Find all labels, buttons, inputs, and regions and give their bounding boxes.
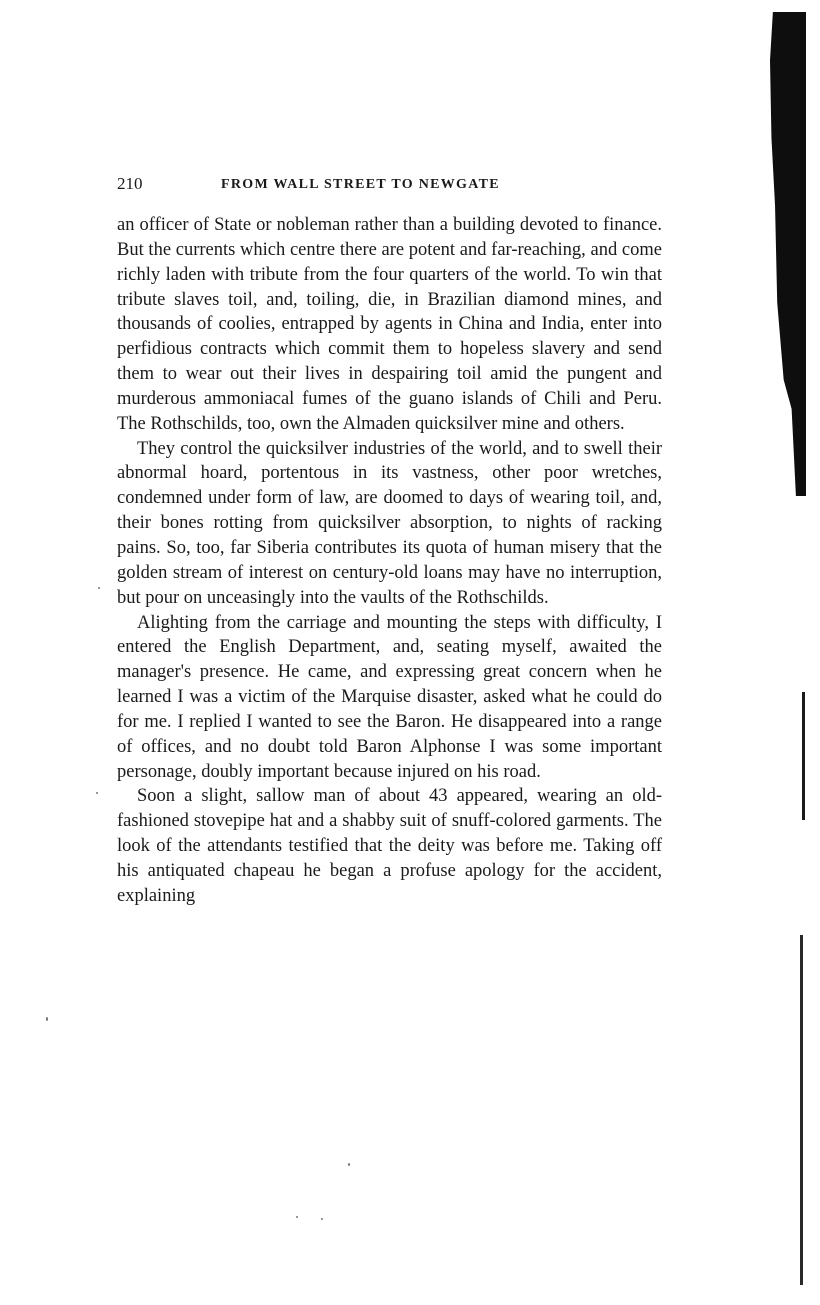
- scan-speck: [96, 792, 98, 794]
- paragraph: Alighting from the carriage and mounting the steps with difficulty, I entered the English Department, and, seating myself, awaited the manager's presence. He came, and expressing great concern when he learned I was a victim of the Marquise disaster, asked what he could do for me. I replied I wanted to see the Baron. He disappeared into a range of offices, and no doubt told Baron Alphonse I was some important personage, doubly important because injured on his road.: [117, 612, 662, 782]
- scan-speck: [296, 1216, 298, 1218]
- scan-edge-line: [800, 935, 803, 1285]
- scan-speck: [46, 1017, 48, 1021]
- page-number: 210: [117, 174, 143, 193]
- scan-edge-line: [802, 692, 805, 820]
- paragraph: an officer of State or nobleman rather than a building devoted to finance. But the currents which centre there are potent and far-reaching, and come richly laden with tribute from the four quarters of the world. To win that tribute slaves toil, and, toiling, die, in Brazilian diamond mines, and thousands of coolies, entrapped by agents in China and India, enter into perfidious contracts which commit them to hopeless slavery and send them to wear out their lives in despairing toil amid the pungent and murderous ammoniacal fumes of the guano islands of Chili and Peru. The Rothschilds, too, own the Almaden quicksilver mine and others.: [117, 215, 662, 434]
- scan-speck: [321, 1218, 323, 1220]
- page-header: [117, 174, 662, 196]
- paragraph: They control the quicksilver industries of the world, and to swell their abnormal hoard, portentous in its vastness, other poor wretches, condemned under form of law, are doomed to days of wearing toil, and, their bones rotting from quicksilver absorption, to nights of racking pains. So, too, far Siberia contributes its quota of human misery that the golden stream of interest on century-old loans may have no interruption, but pour on unceasingly into the vaults of the Rothschilds.: [117, 438, 662, 608]
- running-head: FROM WALL STREET TO NEWGATE: [221, 177, 500, 192]
- scan-edge-shadow: [770, 12, 806, 496]
- scan-speck: [348, 1163, 350, 1166]
- body-text: [117, 213, 662, 909]
- scan-speck: [98, 587, 100, 589]
- paragraph: Soon a slight, sallow man of about 43 appeared, wearing an old-fashioned stovepipe hat and a shabby suit of snuff-colored garments. The look of the attendants testified that the deity was before me. Taking off his antiquated chapeau he began a profuse apology for the accident, explaining: [117, 786, 662, 906]
